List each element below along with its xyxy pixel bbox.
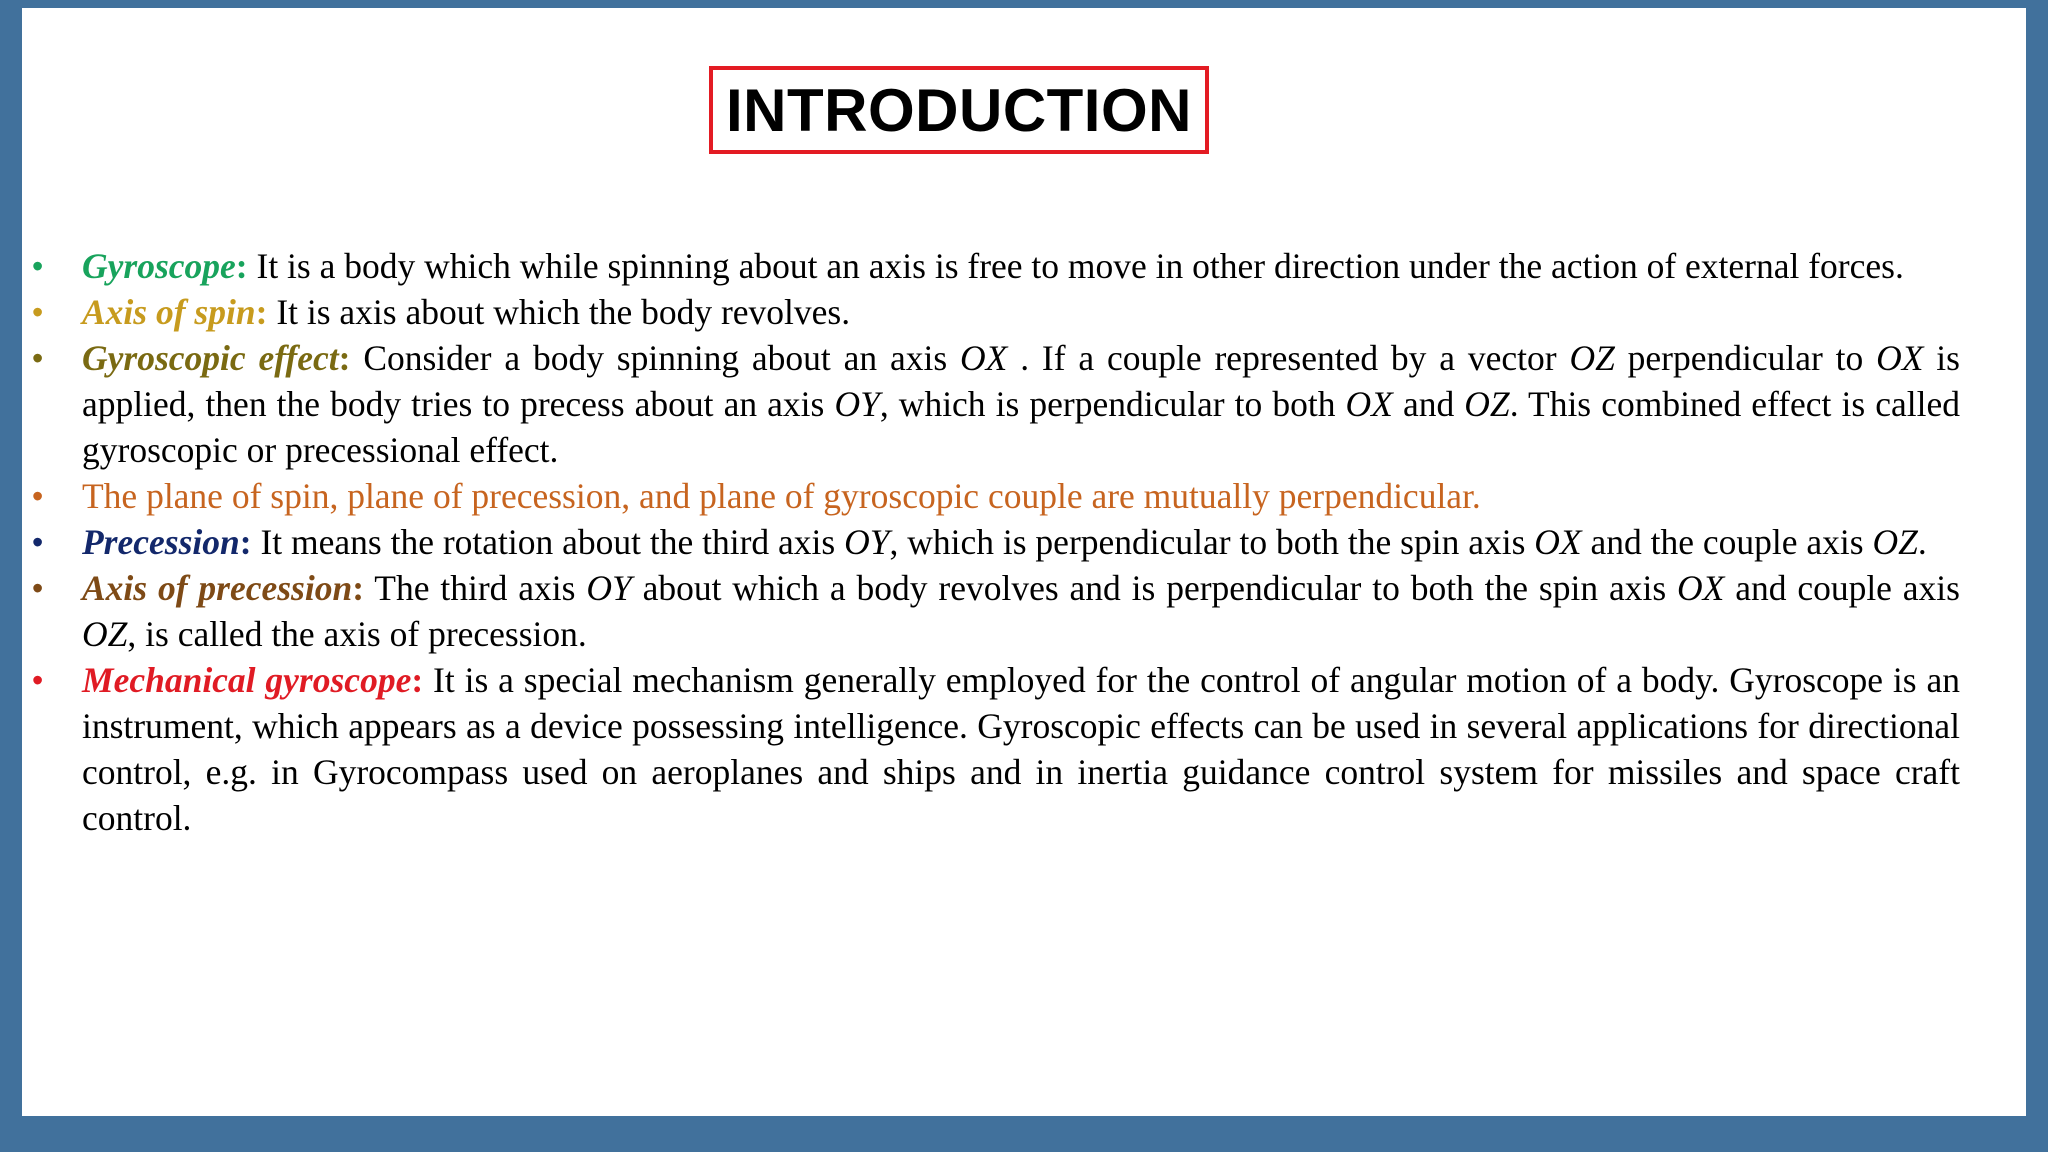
bullet-icon: • xyxy=(32,570,44,606)
term-mechanical-gyroscope: Mechanical gyroscope xyxy=(82,660,412,700)
term-colon: : xyxy=(352,568,365,608)
item-text: The plane of spin, plane of precession, and plane of gyroscopic couple are mutually perpendicular. xyxy=(82,476,1481,516)
bullet-icon: • xyxy=(32,294,44,330)
axis-symbol: OY xyxy=(844,522,890,562)
axis-symbol: OZ xyxy=(82,614,128,654)
item-text: It is a body which while spinning about an axis is free to move in other direction under the action of external forces. xyxy=(247,246,1904,286)
item-text: . xyxy=(1917,522,1927,562)
axis-symbol: OZ xyxy=(1569,338,1615,378)
item-text: It is a special mechanism generally employed for the control of angular motion of a body. Gyroscope is an instrument, which appears as a device possessing intelligence. Gyroscopic effects can be used in several applications for directional control, e.g. in Gyrocompass used on aeroplanes and ships and in inertia guidance control system for missiles and space craft control. xyxy=(82,660,1960,838)
term-colon: : xyxy=(338,338,351,378)
axis-symbol: OX xyxy=(1876,338,1924,378)
item-text: is applied, then the body tries to precess about an axis xyxy=(82,338,1960,424)
item-text: , which is perpendicular to both xyxy=(879,384,1346,424)
axis-symbol: OX xyxy=(960,338,1008,378)
page-title: INTRODUCTION xyxy=(726,76,1192,144)
axis-symbol: OZ xyxy=(1464,384,1510,424)
list-item-gyroscope xyxy=(32,243,1960,289)
axis-symbol: OY xyxy=(586,568,632,608)
term-axis-of-precession: Axis of precession xyxy=(82,568,353,608)
item-text: . If a couple represented by a vector xyxy=(1007,338,1570,378)
list-item-axis-of-spin xyxy=(32,289,1960,335)
item-text: about which a body revolves and is perpendicular to both the spin axis xyxy=(631,568,1677,608)
axis-symbol: OX xyxy=(1677,568,1725,608)
term-axis-of-spin: Axis of spin xyxy=(82,292,256,332)
item-text: and couple axis xyxy=(1724,568,1960,608)
item-text: and the couple axis xyxy=(1581,522,1873,562)
item-text: It means the rotation about the third axis xyxy=(251,522,845,562)
bullet-icon: • xyxy=(32,478,44,514)
axis-symbol: OY xyxy=(834,384,880,424)
list-item-planes-note xyxy=(32,473,1960,519)
bullet-icon: • xyxy=(32,248,44,284)
item-text: Consider a body spinning about an axis xyxy=(350,338,961,378)
term-gyroscope: Gyroscope xyxy=(82,246,236,286)
list-item-axis-of-precession xyxy=(32,565,1960,657)
slide xyxy=(22,8,2026,1116)
item-text: . This combined effect is called gyroscopic or precessional effect. xyxy=(82,384,1960,470)
bullet-icon: • xyxy=(32,662,44,698)
term-precession: Precession xyxy=(82,522,240,562)
item-text: , which is perpendicular to both the spin axis xyxy=(889,522,1535,562)
item-text: It is axis about which the body revolves. xyxy=(267,292,851,332)
axis-symbol: OX xyxy=(1534,522,1582,562)
list-item-precession xyxy=(32,519,1960,565)
bullet-list xyxy=(32,243,1960,841)
term-gyroscopic-effect: Gyroscopic effect xyxy=(82,338,339,378)
item-text: and xyxy=(1392,384,1465,424)
term-colon: : xyxy=(235,246,248,286)
bullet-icon: • xyxy=(32,340,44,376)
title-box xyxy=(709,66,1209,154)
term-colon: : xyxy=(255,292,268,332)
axis-symbol: OZ xyxy=(1872,522,1918,562)
term-colon: : xyxy=(411,660,424,700)
item-text: The third axis xyxy=(364,568,587,608)
term-colon: : xyxy=(239,522,252,562)
list-item-gyroscopic-effect xyxy=(32,335,1960,473)
item-text: , is called the axis of precession. xyxy=(127,614,587,654)
list-item-mechanical-gyroscope xyxy=(32,657,1960,841)
bullet-icon: • xyxy=(32,524,44,560)
item-text: perpendicular to xyxy=(1614,338,1877,378)
axis-symbol: OX xyxy=(1345,384,1393,424)
